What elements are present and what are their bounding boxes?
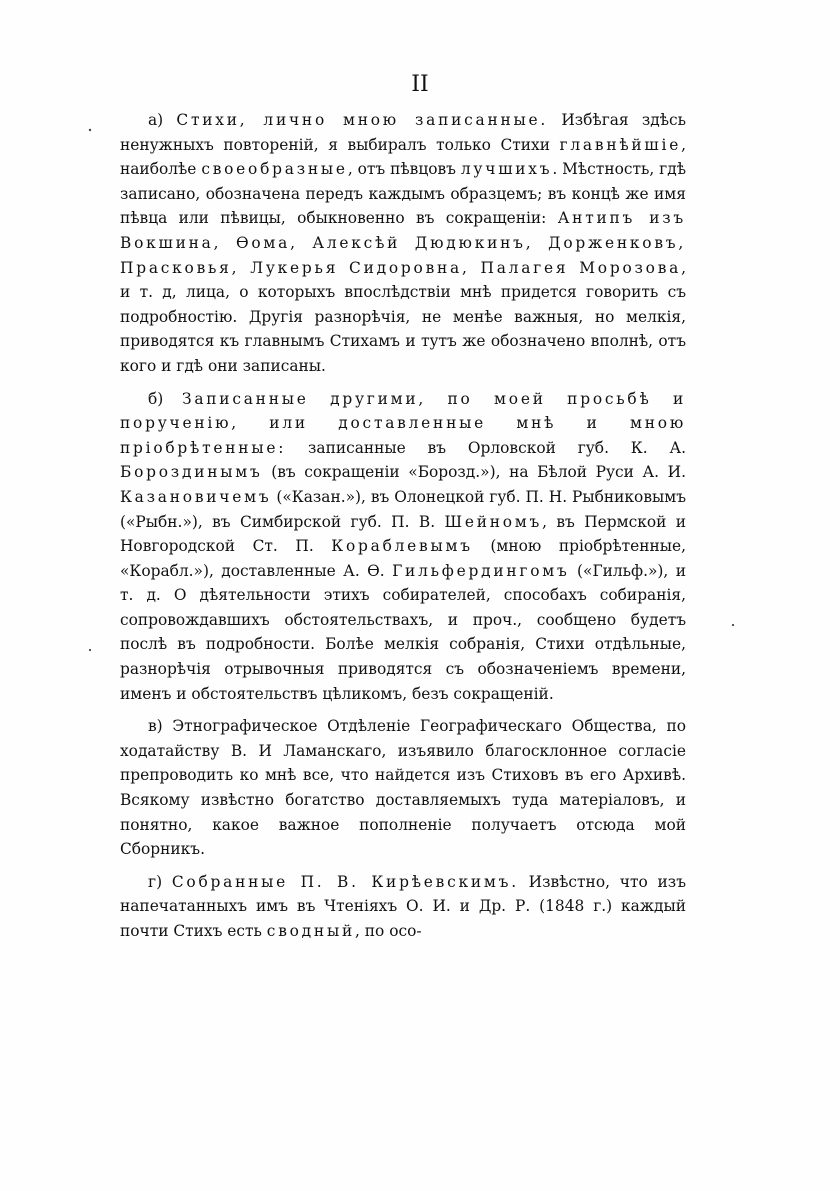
text-segment-spaced: своеобразные [201, 160, 348, 179]
text-segment: в) Этнографическое Отдѣленіе Географическаго Общества, по ходатайству В. И Ламанскаго, изъявило благосклонное согласіе препроводить ко мнѣ все, что найдется изъ Стиховъ въ его Архивѣ. Всякому извѣстно богатство доставляемыхъ туда матеріаловъ, и понятно, какое важное пополненіе получаетъ отсюда мой Сборникъ. [120, 717, 686, 859]
text-segment-spaced: Казановичемъ [120, 487, 272, 506]
text-segment: записанные въ Орловской губ. К. А. [286, 438, 686, 457]
text-segment-spaced: Гильфердингомъ [392, 561, 570, 580]
text-segment-spaced: Антипъ изъ Вокшина, Ѳома, Алексѣй Дюдюкинъ, Дорженковъ, Прасковья, Лукерья Сидоровна, Палагея Морозова [120, 209, 686, 277]
paragraph-a [120, 108, 686, 379]
text-segment: , и т. д, лица, о которыхъ впослѣдствіи мнѣ придется говорить съ подробностію. Другія разнорѣчія, не менѣе важныя, но мелкія, приводятся къ главнымъ Стихамъ и тутъ же обозначено вполнѣ, отъ кого и гдѣ они записаны. [120, 258, 686, 375]
text-segment-spaced: Шейномъ [444, 512, 543, 531]
text-segment: г) [148, 872, 172, 891]
text-segment-spaced: Кораблевымъ [331, 537, 473, 556]
text-segment-spaced: Стихи, лично мною записанные. [176, 111, 549, 129]
text-segment: . Мѣстность, гдѣ записано, обозначена передъ каждымъ образцемъ; въ концѣ же имя пѣвца или пѣвицы, обыкновенно въ сокращеніи: [120, 160, 686, 228]
text-segment: , въ Пермской и Новгородской Ст. П. [120, 512, 686, 556]
paragraph-g [120, 870, 686, 944]
text-segment: б) [148, 389, 182, 408]
text-segment-spaced: Собранные П. В. Кирѣевскимъ. [171, 872, 519, 891]
text-segment: , по осо- [355, 922, 422, 940]
text-segment: (мною пріобрѣтенные, «Корабл.»), доставленные А. Ѳ. [120, 537, 686, 580]
page-body-text [120, 108, 686, 952]
text-segment: (въ сокращеніи «Борозд.»), на Бѣлой Руси А. И. [262, 463, 686, 482]
text-segment: , наиболѣе [120, 135, 686, 179]
paragraph-b [120, 387, 686, 707]
text-segment-spaced: сводный [266, 922, 355, 940]
paragraph-v [120, 714, 686, 862]
text-segment-spaced: лучшихъ [460, 160, 553, 179]
text-segment-spaced: Записанные другими, по моей просьбѣ и порученію, или доставленные мнѣ и мною пріобрѣтенные: [120, 389, 686, 457]
text-segment-spaced: главнѣйшіе [559, 135, 682, 154]
page-number: II [411, 72, 429, 97]
text-segment: («Гильф.»), и т. д. О дѣятельности этихъ собирателей, способахъ собиранія, сопровождавшихъ обстоятельствахъ, и проч., сообщено будетъ послѣ въ подробности. Болѣе мелкія собранія, Стихи отдѣльные, разнорѣчія отрывочныя приводятся съ обозначеніемъ времени, именъ и обстоятельствъ цѣликомъ, безъ сокращеній. [120, 561, 686, 703]
text-segment-spaced: Бороздинымъ [120, 463, 263, 482]
text-segment: , отъ пѣвцовъ [347, 160, 461, 179]
text-segment: а) [148, 111, 177, 129]
text-segment: («Казан.»), въ Олонецкой губ. П. Н. Рыбниковымъ («Рыбн.»), въ Симбирской губ. П. В. [120, 487, 686, 531]
text-segment: Избѣгая здѣсь ненужныхъ повтореній, я выбиралъ только Стихи [120, 111, 687, 154]
text-segment: Извѣстно, что изъ напечатанныхъ имъ въ Чтеніяхъ О. И. и Др. Р. (1848 г.) каждый почти Стихъ есть [120, 872, 686, 940]
